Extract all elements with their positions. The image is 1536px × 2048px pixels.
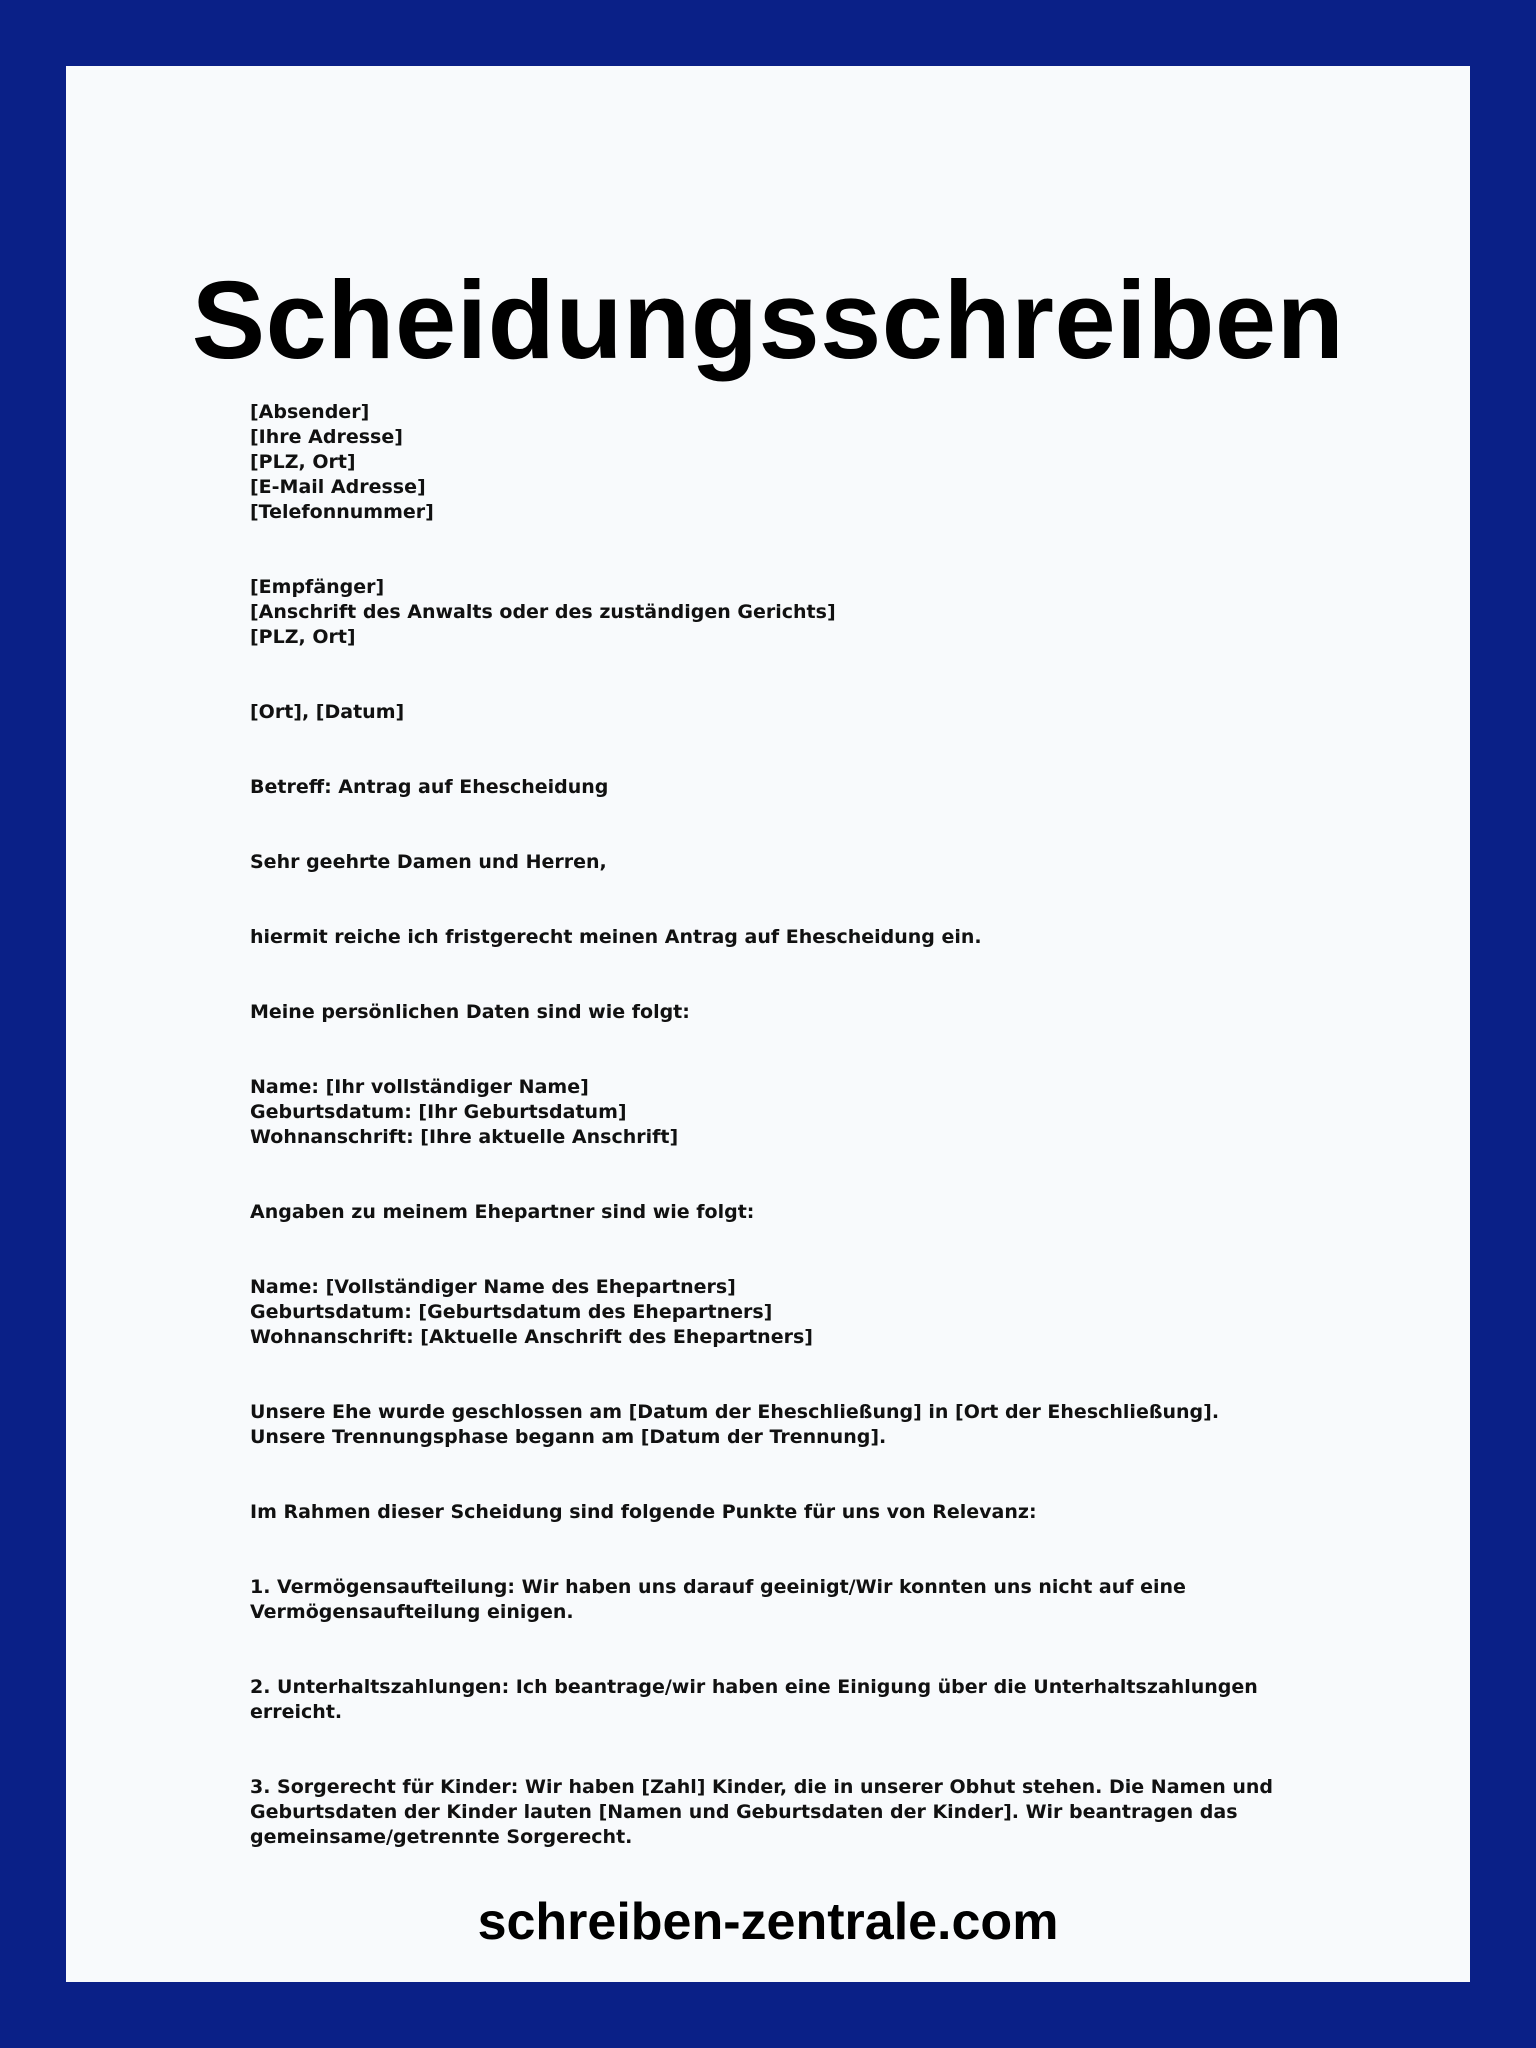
recipient-name: [Empfänger] xyxy=(250,576,385,598)
intro-paragraph xyxy=(250,925,1320,950)
points-heading xyxy=(250,1500,1320,1525)
point1-line1: 1. Vermögensaufteilung: Wir haben uns darauf geeinigt/Wir konnten uns nicht auf eine xyxy=(250,1576,1186,1598)
own-data-block xyxy=(250,1075,1320,1150)
own-address: Wohnanschrift: [Ihre aktuelle Anschrift] xyxy=(250,1126,679,1148)
intro-text: hiermit reiche ich fristgerecht meinen Antrag auf Ehescheidung ein. xyxy=(250,926,982,948)
own-data-heading xyxy=(250,1000,1320,1025)
recipient-block xyxy=(250,575,1320,650)
own-birthdate: Geburtsdatum: [Ihr Geburtsdatum] xyxy=(250,1101,627,1123)
separation-date: Unsere Trennungsphase begann am [Datum der Trennung]. xyxy=(250,1426,887,1448)
recipient-address: [Anschrift des Anwalts oder des zuständigen Gerichts] xyxy=(250,601,836,623)
subject-line xyxy=(250,775,1320,800)
sender-city: [PLZ, Ort] xyxy=(250,451,356,473)
marriage-block xyxy=(250,1400,1320,1450)
points-heading-text: Im Rahmen dieser Scheidung sind folgende Punkte für uns von Relevanz: xyxy=(250,1501,1037,1523)
place-date-text: [Ort], [Datum] xyxy=(250,701,405,723)
point2-line1: 2. Unterhaltszahlungen: Ich beantrage/wir haben eine Einigung über die Unterhaltszahlungen erreicht. xyxy=(250,1676,1265,1723)
sender-address: [Ihre Adresse] xyxy=(250,426,403,448)
own-name: Name: [Ihr vollständiger Name] xyxy=(250,1076,589,1098)
partner-birthdate: Geburtsdatum: [Geburtsdatum des Ehepartners] xyxy=(250,1301,773,1323)
point-custody xyxy=(250,1775,1320,1850)
place-date xyxy=(250,700,1320,725)
partner-data-block xyxy=(250,1275,1320,1350)
partner-name: Name: [Vollständiger Name des Ehepartners] xyxy=(250,1276,736,1298)
partner-heading xyxy=(250,1200,1320,1225)
point3-line1: 3. Sorgerecht für Kinder: Wir haben [Zahl] Kinder, die in unserer Obhut stehen. Die Namen und xyxy=(250,1776,1274,1798)
point3-line3: gemeinsame/getrennte Sorgerecht. xyxy=(250,1826,633,1848)
recipient-city: [PLZ, Ort] xyxy=(250,626,356,648)
subject-text: Betreff: Antrag auf Ehescheidung xyxy=(250,776,609,798)
letter-page xyxy=(66,66,1470,1982)
own-data-heading-text: Meine persönlichen Daten sind wie folgt: xyxy=(250,1001,690,1023)
salutation xyxy=(250,850,1320,875)
salutation-text: Sehr geehrte Damen und Herren, xyxy=(250,851,607,873)
point3-line2: Geburtsdaten der Kinder lauten [Namen und Geburtsdaten der Kinder]. Wir beantragen das xyxy=(250,1801,1238,1823)
sender-block xyxy=(250,400,1320,525)
point-maintenance xyxy=(250,1675,1320,1725)
partner-heading-text: Angaben zu meinem Ehepartner sind wie folgt: xyxy=(250,1201,755,1223)
partner-address: Wohnanschrift: [Aktuelle Anschrift des Ehepartners] xyxy=(250,1326,813,1348)
footer-website: schreiben-zentrale.com xyxy=(477,1893,1059,1951)
marriage-date: Unsere Ehe wurde geschlossen am [Datum der Eheschließung] in [Ort der Eheschließung]. xyxy=(250,1401,1220,1423)
sender-phone: [Telefonnummer] xyxy=(250,501,434,523)
point-asset-division xyxy=(250,1575,1320,1625)
sender-email: [E-Mail Adresse] xyxy=(250,476,426,498)
sender-name: [Absender] xyxy=(250,401,370,423)
document-title: Scheidungsschreiben xyxy=(191,259,1345,382)
letter-body xyxy=(250,400,1320,1900)
point1-line2: Vermögensaufteilung einigen. xyxy=(250,1601,574,1623)
